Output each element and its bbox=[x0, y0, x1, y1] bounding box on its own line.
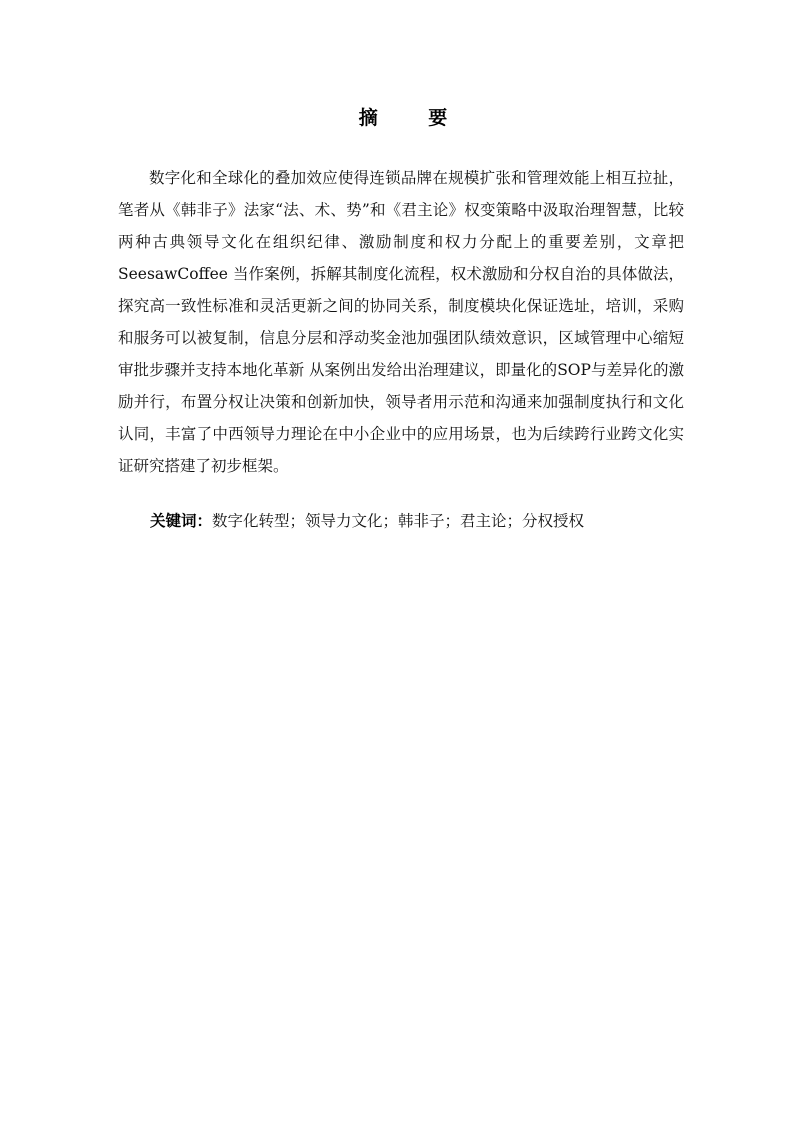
abstract-body: 数字化和全球化的叠加效应使得连锁品牌在规模扩张和管理效能上相互拉扯，笔者从《韩非子》法家“法、术、势”和《君主论》权变策略中汲取治理智慧，比较两种古典领导文化在组织纪律、激励制度和权力分配上的重要差别，文章把 SeesawCoffee 当作案例，拆解其制度化流程，权术激励和分权自治的具体做法，探究高一致性标准和灵活更新之间的协同关系，制度模块化保证选址，培训，采购和服务可以被复制，信息分层和浮动奖金池加强团队绩效意识，区域管理中心缩短审批步骤并支持本地化革新 从案例出发给出治理建议，即量化的SOP与差异化的激励并行，布置分权让决策和创新加快，领导者用示范和沟通来加强制度执行和文化认同，丰富了中西领导力理论在中小企业中的应用场景，也为后续跨行业跨文化实证研究搭建了初步框架。 bbox=[118, 169, 684, 475]
keywords-list: 数字化转型；领导力文化；韩非子；君主论；分权授权 bbox=[212, 512, 585, 530]
keywords-line bbox=[150, 505, 690, 537]
abstract-title: 摘 要 bbox=[358, 107, 470, 129]
keywords-label: 关键词： bbox=[150, 511, 213, 530]
